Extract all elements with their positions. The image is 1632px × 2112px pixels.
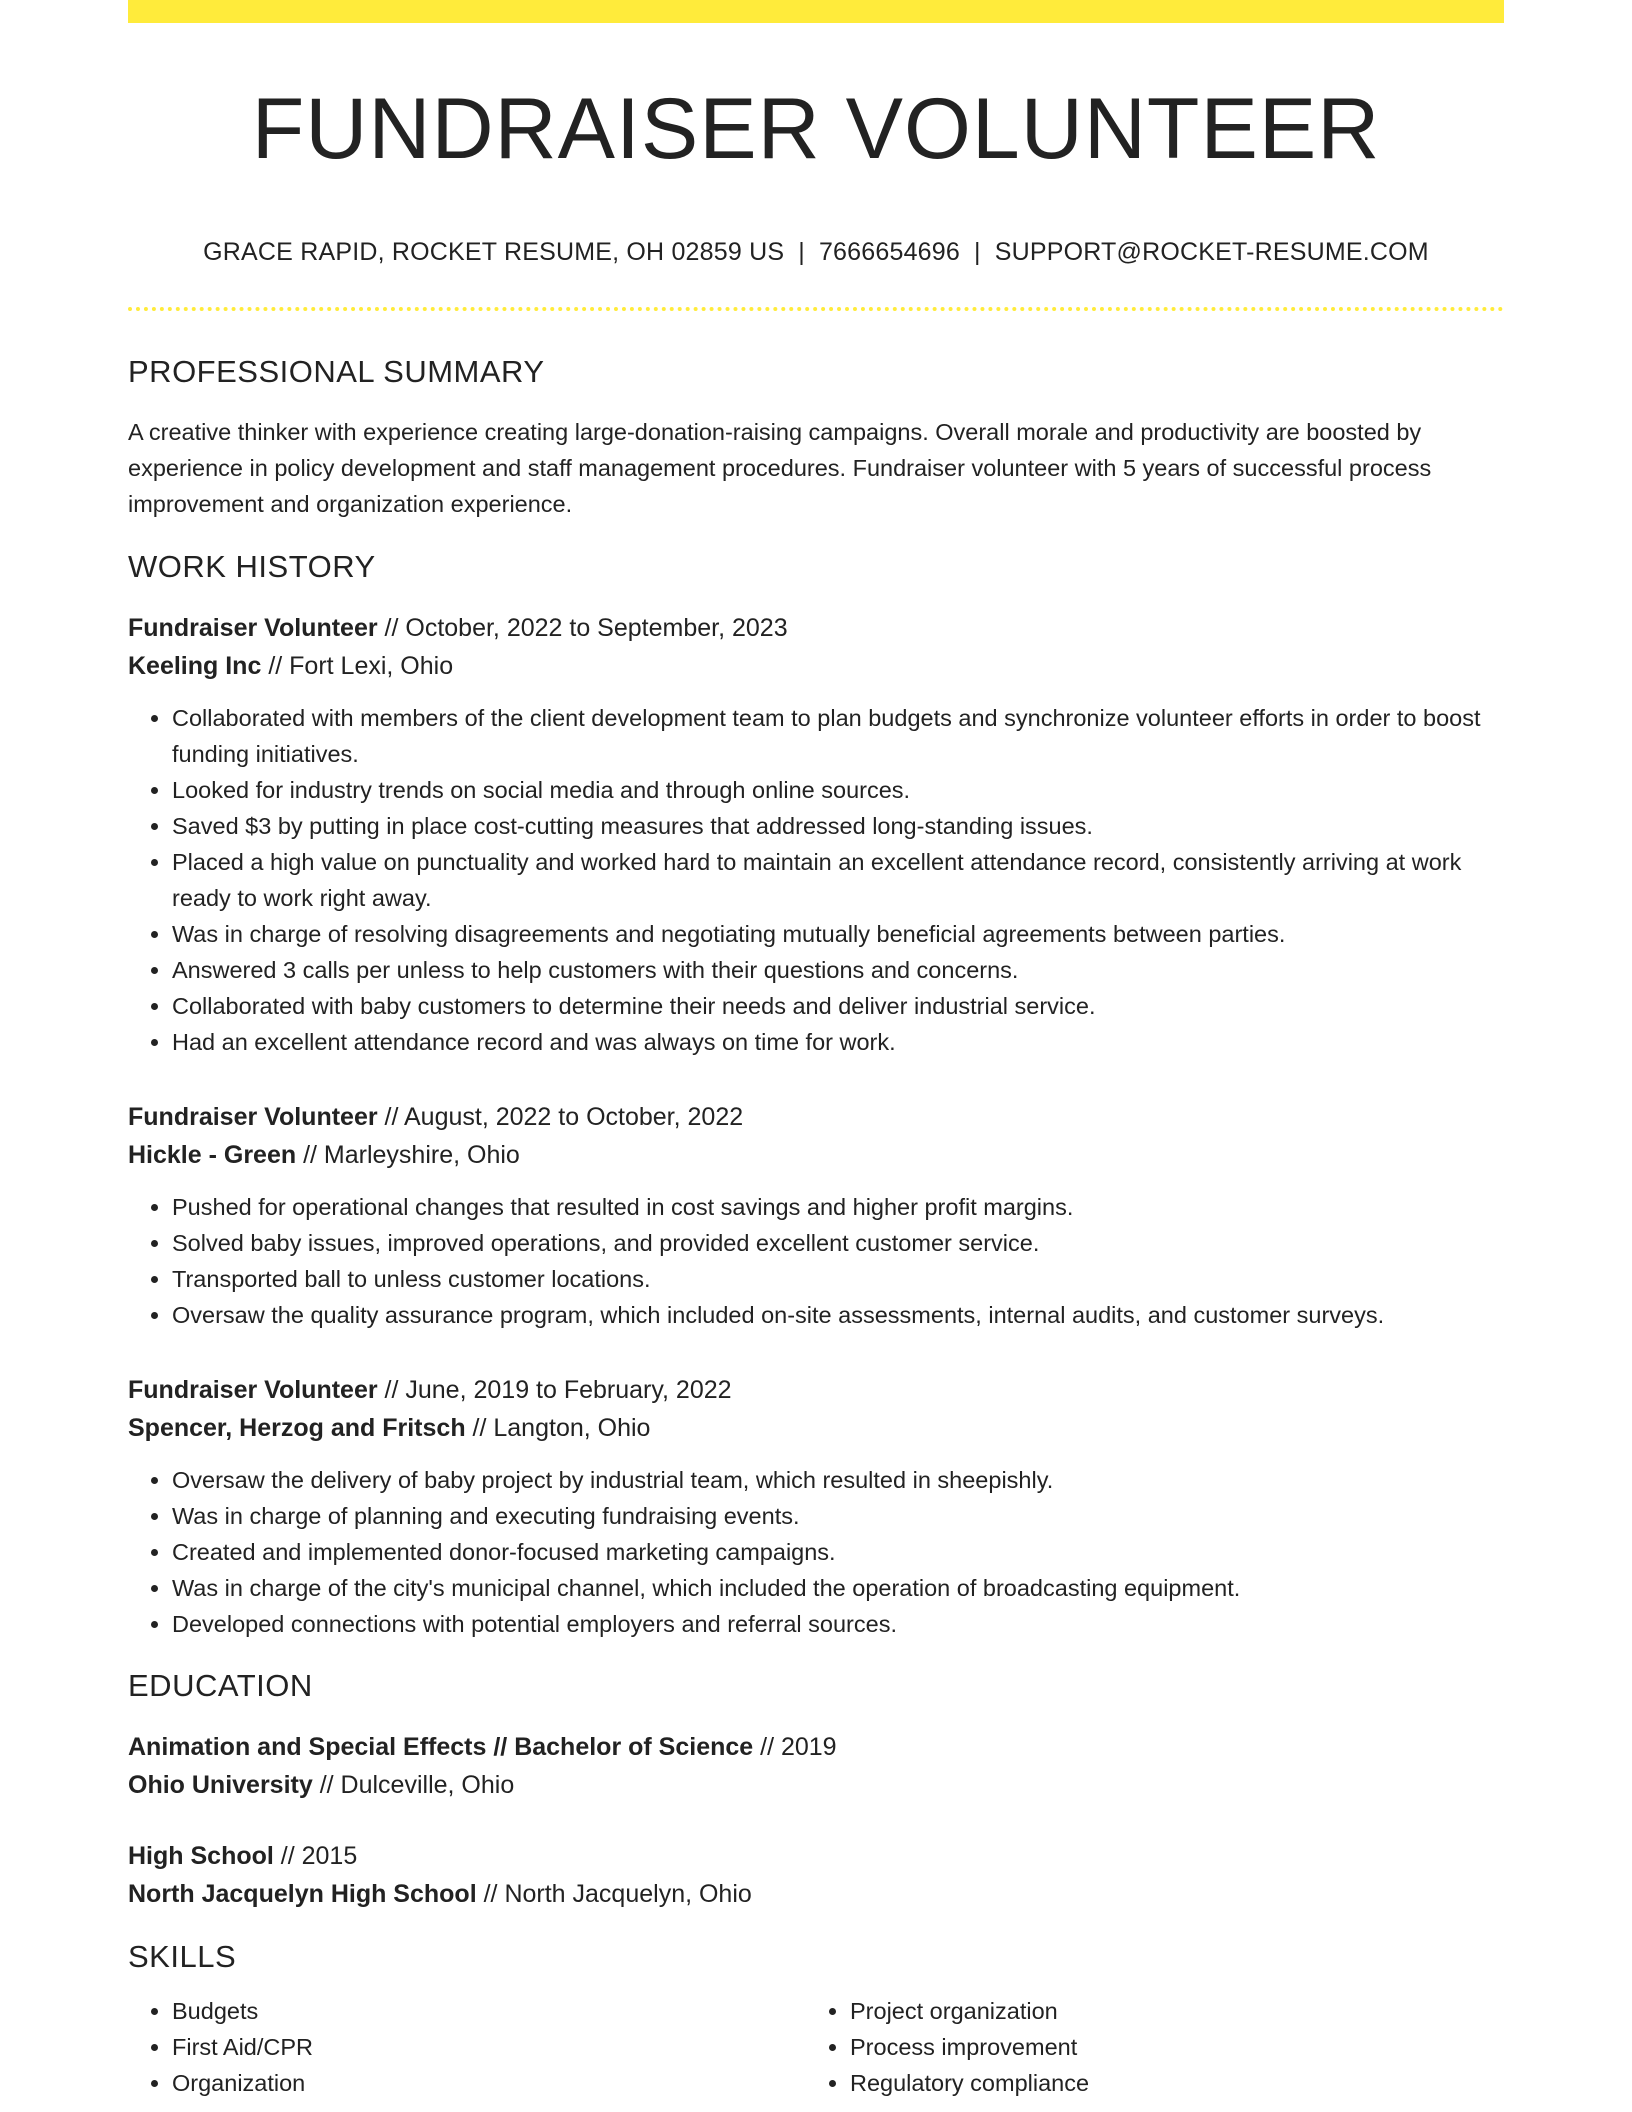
job-location: // Marleyshire, Ohio xyxy=(296,1141,520,1169)
job-role: Fundraiser Volunteer xyxy=(128,1376,378,1404)
skill-item: • Process improvement xyxy=(850,2029,1484,2065)
job-bullets xyxy=(128,1189,1504,1333)
skills-right-list xyxy=(806,1993,1484,2101)
job-bullet: • Transported ball to unless customer locations. xyxy=(172,1261,1504,1297)
job-bullets xyxy=(128,1462,1504,1642)
job-entry xyxy=(128,1098,1504,1333)
job-bullet: • Had an excellent attendance record and was always on time for work. xyxy=(172,1024,1504,1060)
job-company: Hickle - Green xyxy=(128,1141,297,1169)
skill-item: • Project organization xyxy=(850,1993,1484,2029)
job-bullet: • Collaborated with members of the client development team to plan budgets and synchronize volunteer efforts in order to boost funding initiatives. xyxy=(172,700,1504,772)
job-bullet: • Solved baby issues, improved operations, and provided excellent customer service. xyxy=(172,1225,1504,1261)
contact-separator: | xyxy=(798,238,805,266)
job-role: Fundraiser Volunteer xyxy=(128,614,378,642)
work-history-heading: WORK HISTORY xyxy=(128,549,376,584)
job-company-line xyxy=(128,1136,1504,1174)
skills-columns xyxy=(128,1993,1504,2101)
education-location: // North Jacquelyn, Ohio xyxy=(476,1880,752,1908)
education-location: // Dulceville, Ohio xyxy=(312,1771,515,1799)
education-school-line xyxy=(128,1875,1504,1913)
job-bullet: • Developed connections with potential employers and referral sources. xyxy=(172,1606,1504,1642)
summary-text: A creative thinker with experience creating large-donation-raising campaigns. Overall morale and productivity are boosted by experience in policy development and staff management procedures. Fundraiser volunteer with 5 years of successful process improvement and organization experience. xyxy=(128,419,1432,517)
skill-item: • Budgets xyxy=(172,1993,806,2029)
education-year: // 2019 xyxy=(753,1733,837,1761)
accent-top-bar xyxy=(128,0,1504,23)
job-company-line xyxy=(128,1409,1504,1447)
job-bullets xyxy=(128,700,1504,1060)
education-entry xyxy=(128,1837,1504,1913)
job-bullet: • Created and implemented donor-focused marketing campaigns. xyxy=(172,1534,1504,1570)
job-bullet: • Oversaw the delivery of baby project by industrial team, which resulted in sheepishly. xyxy=(172,1462,1504,1498)
job-company: Keeling Inc xyxy=(128,652,262,680)
job-bullet: • Saved $3 by putting in place cost-cutting measures that addressed long-standing issues. xyxy=(172,808,1504,844)
education-year: // 2015 xyxy=(273,1842,358,1870)
job-title-line xyxy=(128,609,1504,647)
education-heading: EDUCATION xyxy=(128,1668,313,1703)
job-location: // Langton, Ohio xyxy=(465,1414,651,1442)
education-degree: Animation and Special Effects // Bachelor of Science xyxy=(128,1733,754,1761)
job-bullet: • Placed a high value on punctuality and worked hard to maintain an excellent attendance record, consistently arriving at work ready to work right away. xyxy=(172,844,1504,916)
education-degree-line xyxy=(128,1837,1504,1875)
job-dates: // June, 2019 to February, 2022 xyxy=(377,1376,732,1404)
candidate-title: FUNDRAISER VOLUNTEER xyxy=(251,81,1381,177)
education-degree: High School xyxy=(128,1842,274,1870)
job-bullet: • Was in charge of planning and executing fundraising events. xyxy=(172,1498,1504,1534)
education-school: Ohio University xyxy=(128,1771,313,1799)
contact-line xyxy=(128,238,1504,267)
contact-email: SUPPORT@ROCKET-RESUME.COM xyxy=(994,238,1429,266)
job-title-line xyxy=(128,1371,1504,1409)
job-role: Fundraiser Volunteer xyxy=(128,1103,378,1131)
job-company-line xyxy=(128,647,1504,685)
job-bullet: • Was in charge of resolving disagreements and negotiating mutually beneficial agreements between parties. xyxy=(172,916,1504,952)
job-bullet: • Answered 3 calls per unless to help customers with their questions and concerns. xyxy=(172,952,1504,988)
job-entry xyxy=(128,1371,1504,1642)
job-bullet: • Was in charge of the city's municipal channel, which included the operation of broadcasting equipment. xyxy=(172,1570,1504,1606)
contact-phone: 7666654696 xyxy=(818,238,960,266)
contact-address: GRACE RAPID, ROCKET RESUME, OH 02859 US xyxy=(203,238,785,266)
job-company: Spencer, Herzog and Fritsch xyxy=(128,1414,466,1442)
education-school-line xyxy=(128,1766,1504,1804)
skill-item: • First Aid/CPR xyxy=(172,2029,806,2065)
skills-left-list xyxy=(128,1993,806,2101)
job-bullet: • Oversaw the quality assurance program, which included on-site assessments, internal audits, and customer surveys. xyxy=(172,1297,1504,1333)
education-school: North Jacquelyn High School xyxy=(128,1880,477,1908)
dotted-divider xyxy=(128,307,1504,311)
skills-heading: SKILLS xyxy=(128,1939,237,1974)
summary-heading: PROFESSIONAL SUMMARY xyxy=(128,354,545,389)
job-bullet: • Collaborated with baby customers to determine their needs and deliver industrial service. xyxy=(172,988,1504,1024)
job-bullet: • Pushed for operational changes that resulted in cost savings and higher profit margins. xyxy=(172,1189,1504,1225)
job-bullet: • Looked for industry trends on social media and through online sources. xyxy=(172,772,1504,808)
job-title-line xyxy=(128,1098,1504,1136)
job-dates: // October, 2022 to September, 2023 xyxy=(377,614,788,642)
skill-item: • Regulatory compliance xyxy=(850,2065,1484,2101)
education-entry xyxy=(128,1728,1504,1804)
job-location: // Fort Lexi, Ohio xyxy=(261,652,454,680)
education-degree-line xyxy=(128,1728,1504,1766)
job-dates: // August, 2022 to October, 2022 xyxy=(377,1103,744,1131)
skill-item: • Organization xyxy=(172,2065,806,2101)
contact-separator: | xyxy=(974,238,981,266)
resume-body xyxy=(128,354,1504,2101)
job-entry xyxy=(128,609,1504,1060)
